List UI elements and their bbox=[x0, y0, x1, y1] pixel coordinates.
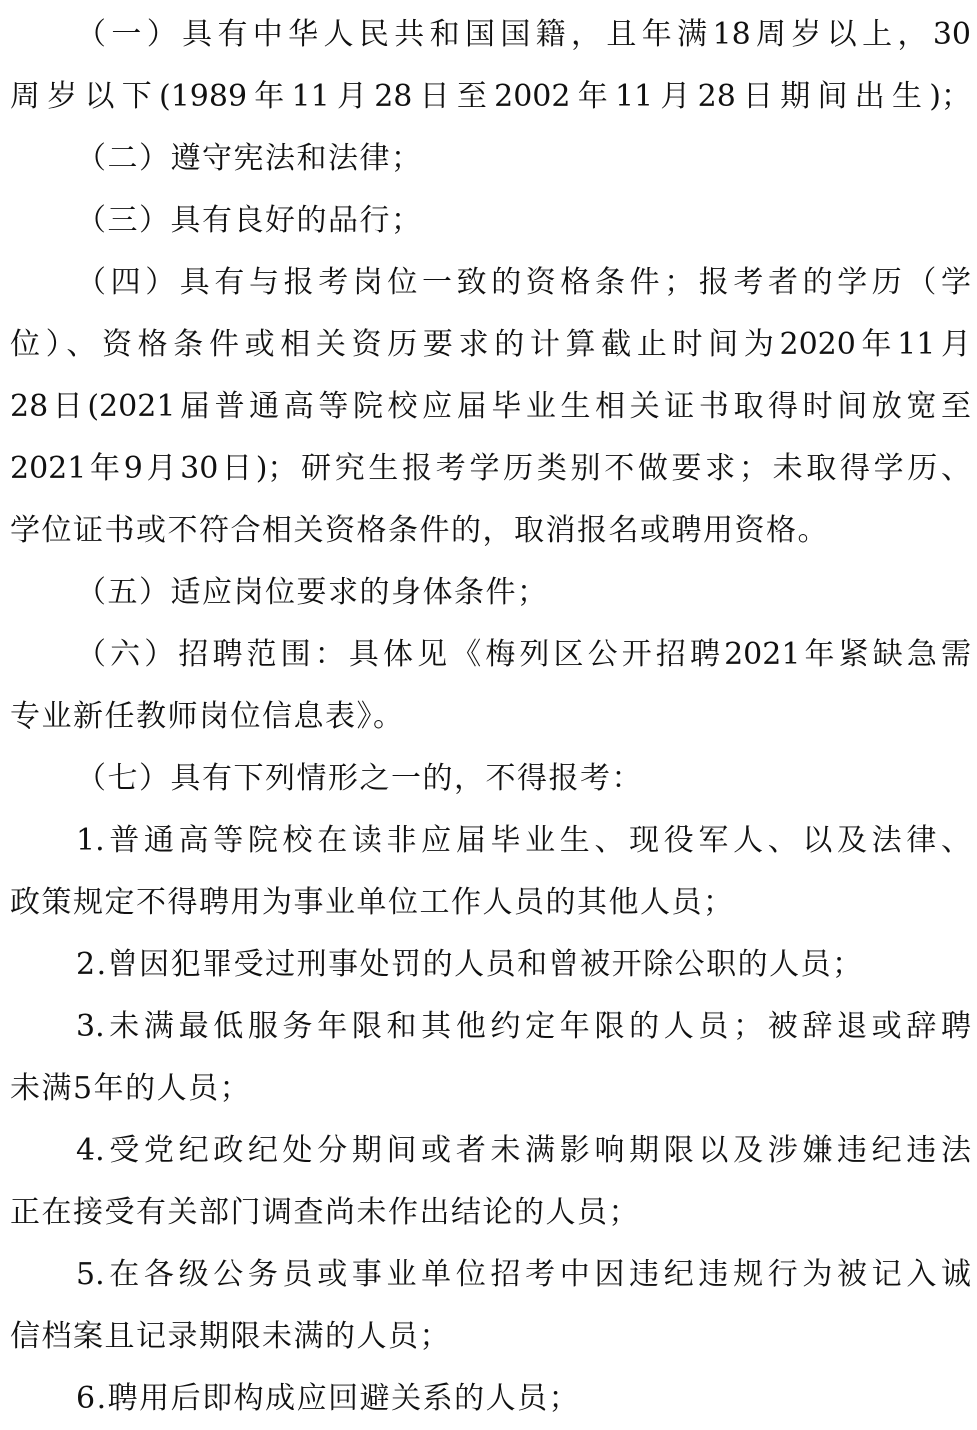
text-line: 2021年9月30日)；研究生报考学历类别不做要求；未取得学历、 bbox=[10, 451, 971, 486]
text-line: （一）具有中华人民共和国国籍，且年满18周岁以上，30 bbox=[76, 17, 971, 52]
text-line: 1.普通高等院校在读非应届毕业生、现役军人、以及法律、 bbox=[76, 823, 971, 858]
text-line: （七）具有下列情形之一的，不得报考： bbox=[76, 761, 643, 796]
text-line: 2.曾因犯罪受过刑事处罚的人员和曾被开除公职的人员； bbox=[76, 947, 864, 982]
document-body bbox=[10, 0, 971, 1430]
text-line: （二）遵守宪法和法律； bbox=[76, 141, 423, 176]
text-line: 4.受党纪政纪处分期间或者未满影响期限以及涉嫌违纪违法 bbox=[76, 1133, 971, 1168]
text-line: （六）招聘范围：具体见《梅列区公开招聘2021年紧缺急需 bbox=[76, 637, 971, 672]
text-line: （五）适应岗位要求的身体条件； bbox=[76, 575, 549, 610]
text-line: 正在接受有关部门调查尚未作出结论的人员； bbox=[10, 1195, 640, 1230]
text-line: 28日(2021届普通高等院校应届毕业生相关证书取得时间放宽至 bbox=[10, 389, 971, 424]
text-line: 位）、资格条件或相关资历要求的计算截止时间为2020年11月 bbox=[10, 327, 971, 362]
text-line: （四）具有与报考岗位一致的资格条件；报考者的学历（学 bbox=[76, 265, 971, 300]
text-line: 政策规定不得聘用为事业单位工作人员的其他人员； bbox=[10, 885, 735, 920]
text-line: 未满5年的人员； bbox=[10, 1071, 252, 1106]
text-line: （三）具有良好的品行； bbox=[76, 203, 423, 238]
text-line: 学位证书或不符合相关资格条件的，取消报名或聘用资格。 bbox=[10, 513, 829, 548]
text-line: 信档案且记录期限未满的人员； bbox=[10, 1319, 451, 1354]
text-line: 专业新任教师岗位信息表》。 bbox=[10, 699, 405, 734]
text-line: 周岁以下(1989年11月28日至2002年11月28日期间出生)； bbox=[10, 79, 971, 114]
text-line: 5.在各级公务员或事业单位招考中因违纪违规行为被记入诚 bbox=[76, 1257, 971, 1292]
text-line: 3.未满最低服务年限和其他约定年限的人员；被辞退或辞聘 bbox=[76, 1009, 971, 1044]
text-line: 6.聘用后即构成应回避关系的人员； bbox=[76, 1381, 581, 1416]
